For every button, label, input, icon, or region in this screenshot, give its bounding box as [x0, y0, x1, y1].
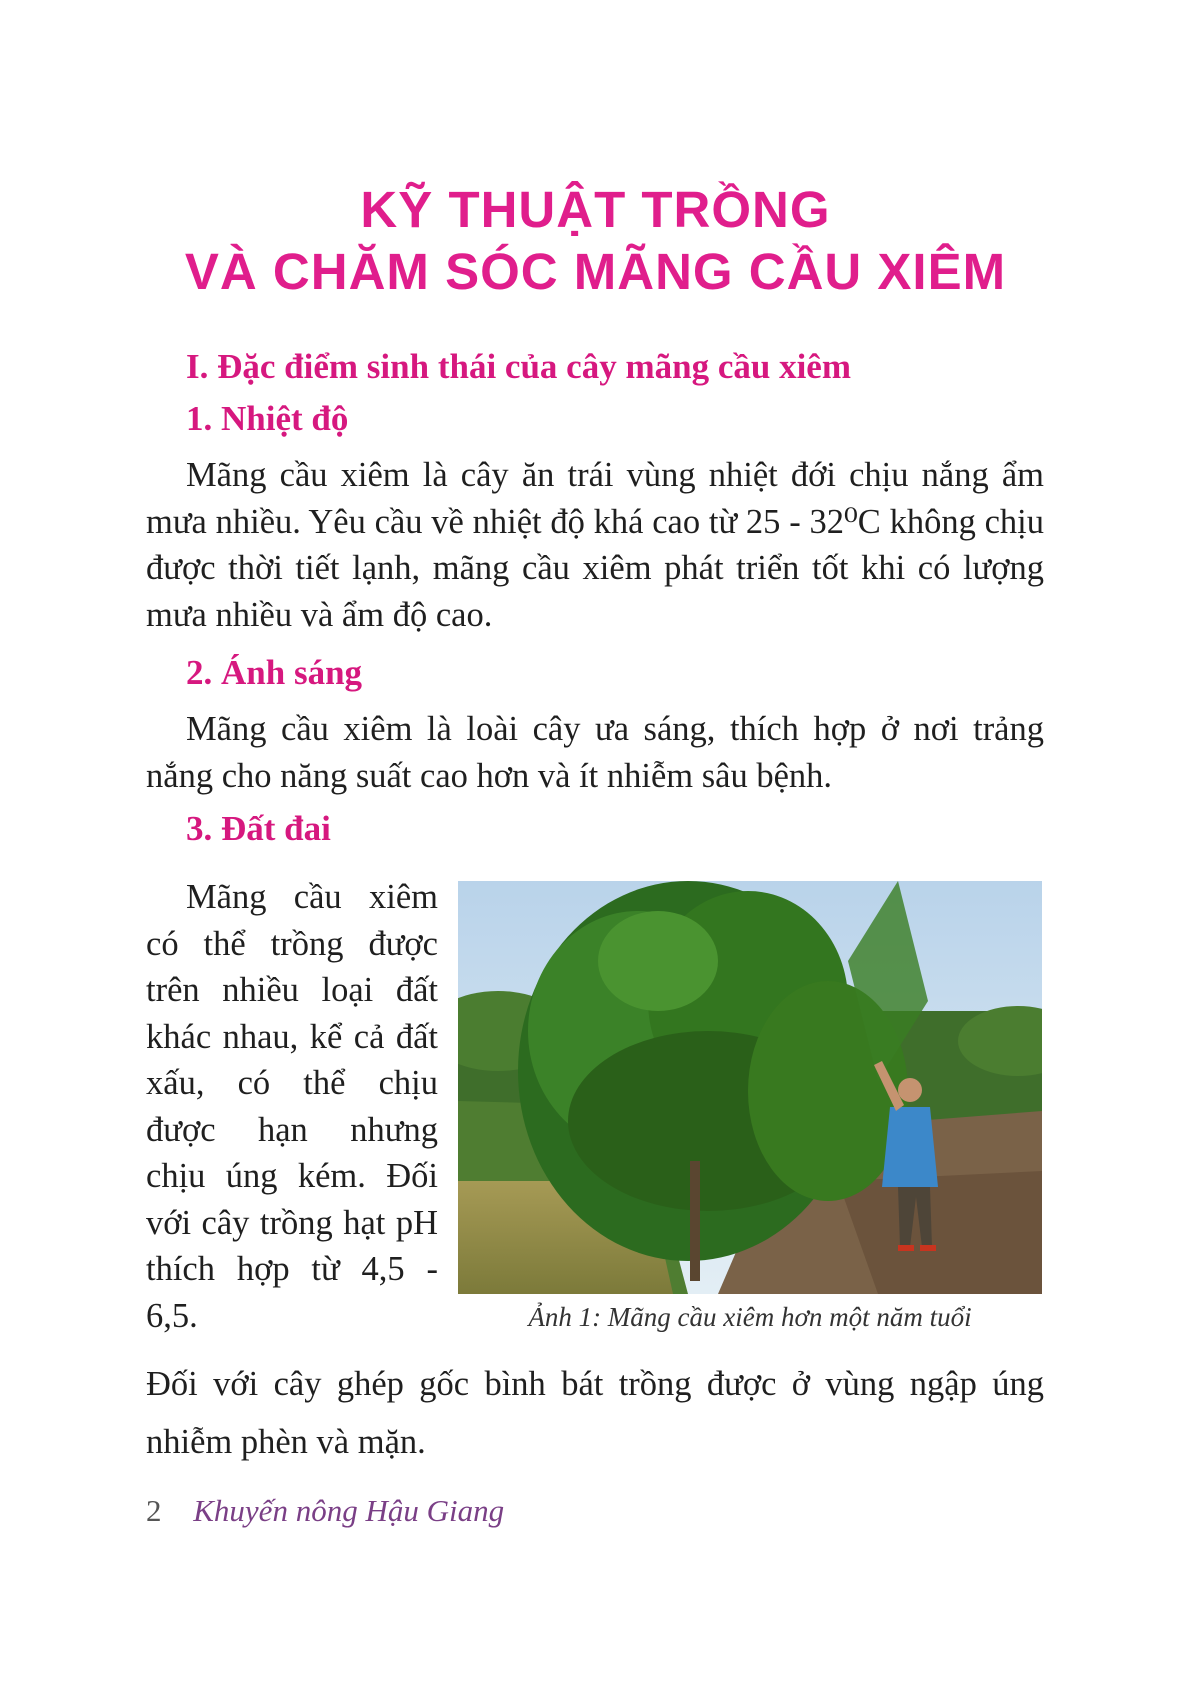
subheading-soil: 3. Đất đai	[186, 809, 331, 848]
page-title-line-2: VÀ CHĂM SÓC MÃNG CẦU XIÊM	[184, 243, 1007, 300]
section-heading-ecology: I. Đặc điểm sinh thái của cây mãng cầu xiêm	[186, 347, 851, 386]
photo-caption: Ảnh 1: Mãng cầu xiêm hơn một năm tuổi	[528, 1302, 972, 1332]
page-footer	[146, 1493, 504, 1529]
soursop-tree-photo	[458, 881, 1042, 1294]
publication-name: Khuyến nông Hậu Giang	[193, 1493, 505, 1528]
subheading-light: 2. Ánh sáng	[186, 653, 363, 692]
paragraph-light: Mãng cầu xiêm là loài cây ưa sáng, thích hợp ở nơi trảng nắng cho năng suất cao hơn và ít nhiễm sâu bệnh.	[146, 710, 1044, 795]
paragraph-soil-continued: Đối với cây ghép gốc bình bát trồng được ở vùng ngập úng nhiễm phèn và mặn.	[146, 1365, 1044, 1461]
page-title-line-1: KỸ THUẬT TRỒNG	[360, 181, 831, 238]
paragraph-temperature: Mãng cầu xiêm là cây ăn trái vùng nhiệt đới chịu nắng ẩm mưa nhiều. Yêu cầu về nhiệt độ khá cao từ 25 - 32⁰C không chịu được thời tiết lạnh, mãng cầu xiêm phát triển tốt khi có lượng mưa nhiều và ẩm độ cao.	[146, 456, 1044, 634]
paragraph-soil-wrapped: Mãng cầu xiêm có thể trồng được trên nhiều loại đất khác nhau, kể cả đất xấu, có thể chịu được hạn nhưng chịu úng kém. Đối với cây trồng hạt pH thích hợp từ 4,5 - 6,5.	[146, 878, 438, 1335]
page-number: 2	[146, 1493, 162, 1528]
subheading-temperature: 1. Nhiệt độ	[186, 399, 349, 438]
